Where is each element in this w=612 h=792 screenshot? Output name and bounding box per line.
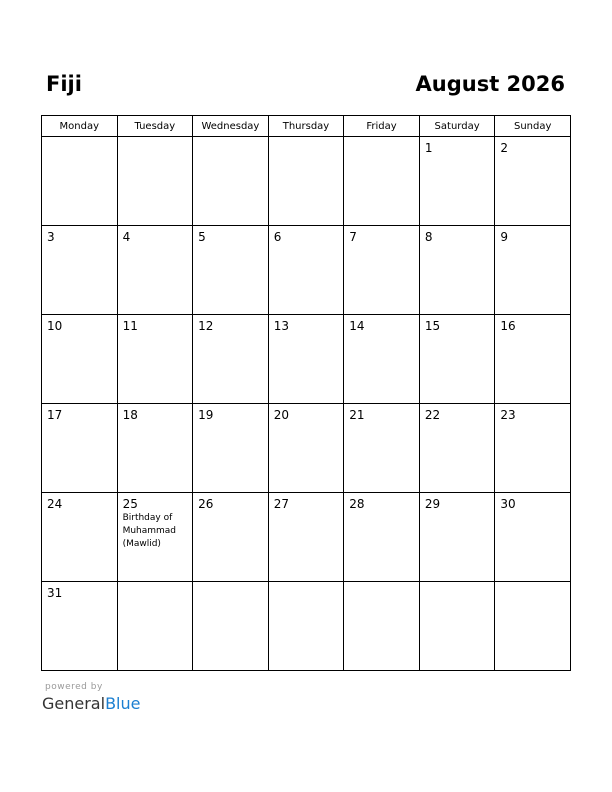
day-cell (268, 493, 344, 582)
weekday-header-row (42, 116, 571, 137)
day-cell (419, 315, 495, 404)
month-year-title: August 2026 (415, 72, 565, 96)
day-number: 15 (424, 319, 441, 333)
day-number: 16 (500, 319, 516, 333)
day-number (193, 137, 268, 141)
day-number: 17 (47, 408, 63, 422)
day-cell (42, 315, 118, 404)
week-row (42, 404, 571, 493)
day-cell (117, 404, 193, 493)
week-row (42, 137, 571, 226)
weekday-header: Sunday (495, 116, 571, 137)
day-cell (117, 315, 193, 404)
day-cell (495, 582, 571, 671)
day-cell (344, 404, 420, 493)
day-cell (42, 404, 118, 493)
day-number (42, 137, 117, 141)
day-number: 14 (349, 319, 365, 333)
day-cell (42, 226, 118, 315)
weekday-header: Friday (344, 116, 420, 137)
day-cell (495, 493, 571, 582)
weekday-header: Wednesday (193, 116, 269, 137)
day-cell (117, 582, 193, 671)
day-number: 19 (198, 408, 214, 422)
day-number: 28 (349, 497, 365, 511)
day-cell (495, 404, 571, 493)
day-number: 18 (122, 408, 138, 422)
day-number: 2 (500, 141, 509, 155)
day-cell (268, 226, 344, 315)
day-cell (193, 493, 269, 582)
week-row (42, 582, 571, 671)
day-cell (117, 137, 193, 226)
day-number (118, 582, 193, 586)
day-cell (419, 226, 495, 315)
day-number: 25 (122, 497, 138, 511)
day-cell (42, 582, 118, 671)
day-cell (495, 315, 571, 404)
weekday-header: Thursday (268, 116, 344, 137)
day-number: 29 (424, 497, 441, 511)
day-number: 22 (424, 408, 441, 422)
day-number: 13 (273, 319, 289, 333)
day-number (420, 582, 495, 586)
day-number: 30 (500, 497, 516, 511)
week-row (42, 315, 571, 404)
week-row (42, 226, 571, 315)
day-cell (193, 404, 269, 493)
logo-text-blue: Blue (105, 694, 141, 713)
day-cell (344, 493, 420, 582)
day-cell (193, 137, 269, 226)
calendar-grid (41, 115, 571, 671)
day-cell (268, 137, 344, 226)
day-cell (193, 582, 269, 671)
day-number (269, 137, 344, 141)
day-number: 7 (349, 230, 357, 244)
day-cell (42, 493, 118, 582)
day-number: 23 (500, 408, 516, 422)
day-cell (268, 404, 344, 493)
day-cell (419, 404, 495, 493)
day-number: 3 (47, 230, 55, 244)
day-cell (117, 226, 193, 315)
day-number: 10 (47, 319, 63, 333)
day-number (344, 582, 419, 586)
day-number (495, 582, 570, 586)
day-cell (117, 493, 193, 582)
day-cell (344, 315, 420, 404)
week-row (42, 493, 571, 582)
weekday-header: Monday (42, 116, 118, 137)
day-cell (193, 226, 269, 315)
day-cell (268, 315, 344, 404)
day-number: 5 (198, 230, 206, 244)
day-cell (344, 137, 420, 226)
day-cell (344, 582, 420, 671)
day-cell (42, 137, 118, 226)
holiday-event: Birthday of Muhammad (Mawlid) (122, 513, 177, 549)
day-number: 6 (273, 230, 282, 244)
day-cell (344, 226, 420, 315)
day-cell (268, 582, 344, 671)
day-number: 8 (424, 230, 433, 244)
day-cell (419, 137, 495, 226)
day-number: 1 (424, 141, 433, 155)
day-cell (419, 582, 495, 671)
day-number: 11 (122, 319, 138, 333)
day-number: 4 (122, 230, 131, 244)
weekday-header: Tuesday (117, 116, 193, 137)
day-cell (495, 226, 571, 315)
day-number: 21 (349, 408, 365, 422)
day-number: 31 (47, 586, 63, 600)
day-number (269, 582, 344, 586)
powered-by-text: powered by (45, 682, 103, 692)
weekday-header: Saturday (419, 116, 495, 137)
day-cell (419, 493, 495, 582)
day-cell (495, 137, 571, 226)
day-number: 12 (198, 319, 214, 333)
generalblue-logo[interactable] (42, 694, 140, 714)
day-number: 27 (273, 497, 289, 511)
day-number (344, 137, 419, 141)
country-title: Fiji (46, 72, 82, 96)
day-number: 9 (500, 230, 509, 244)
day-number (193, 582, 268, 586)
day-number: 24 (47, 497, 63, 511)
day-number (118, 137, 193, 141)
day-cell (193, 315, 269, 404)
day-number: 26 (198, 497, 214, 511)
logo-text-general: General (42, 694, 106, 713)
day-number: 20 (273, 408, 289, 422)
